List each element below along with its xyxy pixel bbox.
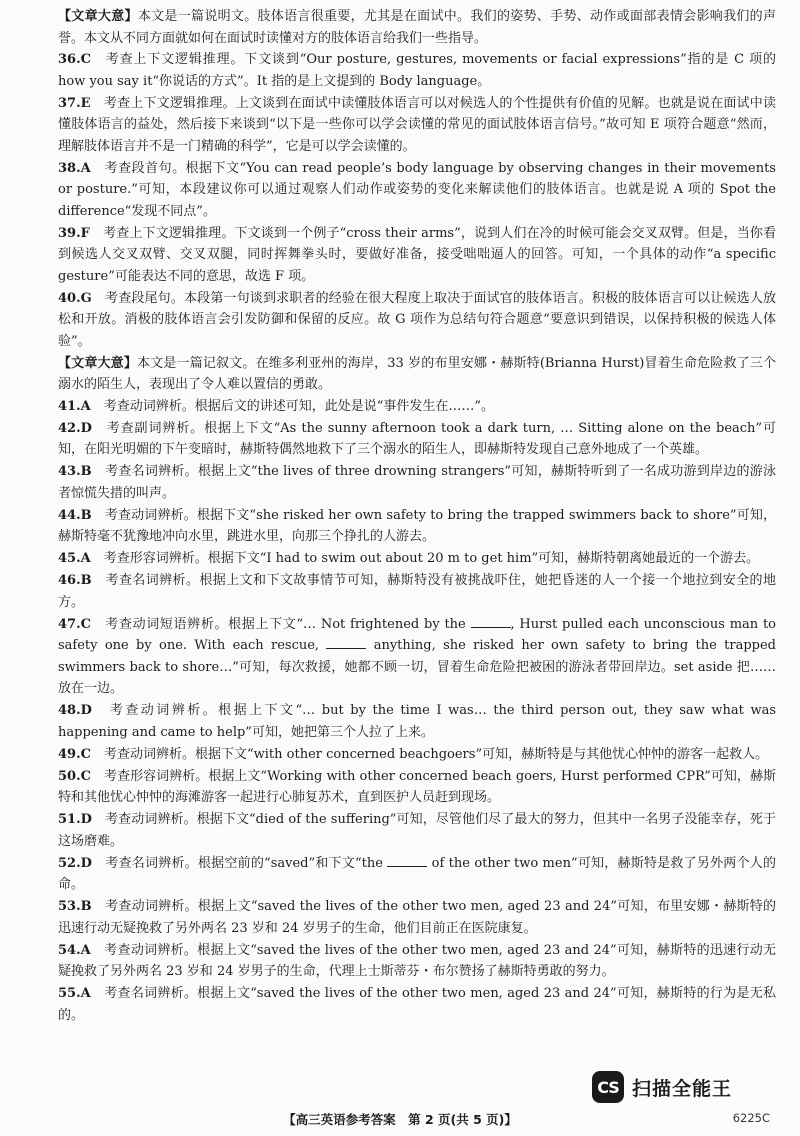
- answer-list-2: [58, 396, 776, 1027]
- answer-explanation: 考查上下文逻辑推理。下文谈到一个例子“cross their arms”，说到人们在冷的时候可能会交叉双臂。但是，当你看到候选人交叉双臂、交叉双腿，同时挥舞拳头时，要做好准备，接受咄咄逼人的回答。可知，一个具体的动作“a specific gesture”可能表达不同的意思，故选 F 项。: [58, 225, 776, 284]
- answer-number: 47.C: [58, 616, 91, 632]
- answer-item: [58, 940, 776, 983]
- answer-number: 38.A: [58, 160, 91, 176]
- answer-item: [58, 744, 776, 766]
- answer-explanation: 考查动词辨析。根据下文“she risked her own safety to bring the trapped swimmers back to shore”可知，赫斯特毫不犹豫地冲向水里，跳进水里，向那三个挣扎的人游去。: [58, 507, 776, 544]
- blank-line: [387, 854, 427, 867]
- answer-item: [58, 809, 776, 852]
- answer-number: 39.F: [58, 225, 90, 241]
- answer-item: [58, 896, 776, 939]
- answer-explanation: , Hurst pulled each unconscious man to safety one by one. With each rescue,: [58, 616, 776, 653]
- answer-explanation: 考查动词辨析。根据下文“with other concerned beachgoers”可知，赫斯特是与其他忧心忡忡的游客一起救人。: [103, 746, 769, 762]
- summary-passage-2: [58, 353, 776, 396]
- answer-item: [58, 853, 776, 896]
- answer-item: [58, 158, 776, 223]
- answer-number: 52.D: [58, 855, 92, 871]
- answer-item: [58, 766, 776, 809]
- answer-item: [58, 461, 776, 504]
- answer-explanation: 考查上下文逻辑推理。上文谈到在面试中读懂肢体语言可以对候选人的个性提供有价值的见解。也就是说在面试中读懂肢体语言的益处，然后接下来谈到“以下是一些你可以学会读懂的常见的面试肢体语言信号。”故可知 E 项符合题意“然而，理解肢体语言并不是一门精确的科学”，它是可以学会读懂的。: [58, 95, 776, 154]
- answer-explanation: 考查名词辨析。根据上文和下文故事情节可知，赫斯特没有被挑战吓住，她把昏迷的人一个接一个地拉到安全的地方。: [58, 573, 776, 610]
- answer-number: 42.D: [58, 420, 92, 436]
- answer-item: [58, 983, 776, 1026]
- answer-number: 48.D: [58, 703, 92, 718]
- summary-text: 本文是一篇说明文。肢体语言很重要，尤其是在面试中。我们的姿势、手势、动作或面部表情会影响我们的声誉。本文从不同方面就如何在面试时读懂对方的肢体语言给我们一些指导。: [58, 9, 776, 46]
- answer-number: 53.B: [58, 899, 92, 914]
- answer-explanation: 考查段首句。根据下文“You can read people’s body language by observing changes in their movements or posture.”可知，本段建议你可以通过观察人们动作或姿势的变化来解读他们的肢体语言。也就是说 A 项的 Spot the difference“发现不同点”。: [58, 160, 776, 219]
- answer-explanation: 考查名词辨析。根据上文“saved the lives of the other two men, aged 23 and 24”可知，赫斯特的行为是无私的。: [58, 986, 776, 1023]
- answer-number: 55.A: [58, 986, 91, 1001]
- answer-number: 49.C: [58, 746, 91, 762]
- blank-line: [326, 636, 366, 649]
- answer-number: 43.B: [58, 464, 92, 479]
- summary-passage-1: [58, 6, 776, 49]
- answer-number: 46.B: [58, 573, 92, 588]
- answer-explanation: 考查形容词辨析。根据下文“I had to swim out about 20 m to get him”可知，赫斯特朝离她最近的一个游去。: [103, 551, 760, 566]
- answer-explanation: 考查动词辨析。根据上文“saved the lives of the other two men, aged 23 and 24”可知，布里安娜・赫斯特的迅速行动无疑挽救了另外两名 23 岁和 24 岁男子的生命，他们目前正在医院康复。: [58, 899, 776, 936]
- answer-number: 37.E: [58, 95, 91, 111]
- blank-line: [471, 615, 511, 628]
- answer-number: 40.G: [58, 290, 92, 306]
- answer-item: [58, 223, 776, 288]
- answer-explanation: 考查上下文逻辑推理。下文谈到“Our posture, gestures, movements or facial expressions”指的是 C 项的 how you say it“你说话的方式”。It 指的是上文提到的 Body language。: [58, 52, 776, 89]
- answer-explanation: 考查动词辨析。根据上下文“… but by the time I was… the third person out, they saw what was happening and came to help”可知，她把第三个人拉了上来。: [58, 703, 776, 740]
- paper-code: 6225C: [732, 1111, 770, 1125]
- summary-text: 本文是一篇记叙文。在维多利亚州的海岸，33 岁的布里安娜・赫斯特(Brianna Hurst)冒着生命危险救了三个溺水的陌生人，表现出了令人难以置信的勇敢。: [58, 355, 776, 392]
- camscanner-logo-icon: CS: [592, 1071, 624, 1103]
- answer-item: [58, 570, 776, 613]
- answer-number: 36.C: [58, 52, 91, 67]
- answer-item: [58, 396, 776, 418]
- watermark-text: 扫描全能王: [632, 1077, 733, 1100]
- answer-explanation: 考查动词辨析。根据上文“saved the lives of the other two men, aged 23 and 24”可知，赫斯特的迅速行动无疑挽救了另外两名 23 岁和 24 岁男子的生命，代理上士斯蒂芬・布尔赞扬了赫斯特勇敢的努力。: [58, 942, 776, 979]
- answer-explanation: 考查动词短语辨析。根据上下文“… Not frightened by the: [105, 616, 471, 632]
- answer-explanation: anything, she risked her own safety to bring the trapped swimmers back to shore…”可知，每次救援，她都不顾一切，冒着生命危险把被困的游泳者带回岸边。set aside 把……放在一边。: [58, 638, 776, 696]
- answer-number: 41.A: [58, 398, 91, 414]
- summary-tag: 【文章大意】: [58, 355, 138, 371]
- answer-explanation: 考查副词辨析。根据上下文“As the sunny afternoon took a dark turn, … Sitting alone on the beach”可知，在阳光明媚的下午变暗时，赫斯特偶然地救下了三个溺水的陌生人，即赫斯特发现自己意外地成了一个英雄。: [58, 420, 776, 457]
- answer-explanation: 考查动词辨析。根据下文“died of the suffering”可知，尽管他们尽了最大的努力，但其中一名男子没能幸存，死于这场磨难。: [58, 812, 776, 849]
- answer-document: [58, 6, 776, 1027]
- answer-item: [58, 49, 776, 92]
- scanner-watermark: [592, 1070, 732, 1104]
- answer-item: [58, 93, 776, 158]
- answer-item: [58, 505, 776, 548]
- answer-item: [58, 418, 776, 461]
- answer-item: [58, 548, 776, 570]
- answer-explanation: 考查形容词辨析。根据上文“Working with other concerned beach goers, Hurst performed CPR”可知，赫斯特和其他忧心忡忡的海滩游客一起进行心肺复苏术，直到医护人员赶到现场。: [58, 768, 776, 805]
- answer-explanation: 考查段尾句。本段第一句谈到求职者的经验在很大程度上取决于面试官的肢体语言。积极的肢体语言可以让候选人放松和开放。消极的肢体语言会引发防御和保留的反应。故 G 项作为总结句符合题意“要意识到错误，以保持积极的候选人体验”。: [58, 290, 776, 349]
- answer-explanation: 考查动词辨析。根据后文的讲述可知，此处是说“事件发生在……”。: [103, 398, 495, 414]
- answer-list-1: [58, 49, 776, 352]
- answer-explanation: of the other two men”可知，赫斯特是救了另外两个人的命。: [58, 855, 776, 892]
- answer-number: 50.C: [58, 768, 91, 784]
- answer-number: 45.A: [58, 551, 91, 566]
- answer-explanation: 考查名词辨析。根据上文“the lives of three drowning strangers”可知，赫斯特听到了一名成功游到岸边的游泳者惊慌失措的叫声。: [58, 464, 776, 501]
- answer-explanation: 考查名词辨析。根据空前的“saved”和下文“the: [105, 855, 388, 871]
- answer-item: [58, 700, 776, 743]
- answer-item: [58, 614, 776, 700]
- answer-item: [58, 288, 776, 353]
- summary-tag: 【文章大意】: [58, 9, 138, 24]
- answer-number: 54.A: [58, 942, 91, 958]
- answer-number: 51.D: [58, 812, 92, 827]
- answer-number: 44.B: [58, 507, 92, 523]
- page-footer: 【高三英语参考答案 第 2 页(共 5 页)】: [283, 1112, 517, 1127]
